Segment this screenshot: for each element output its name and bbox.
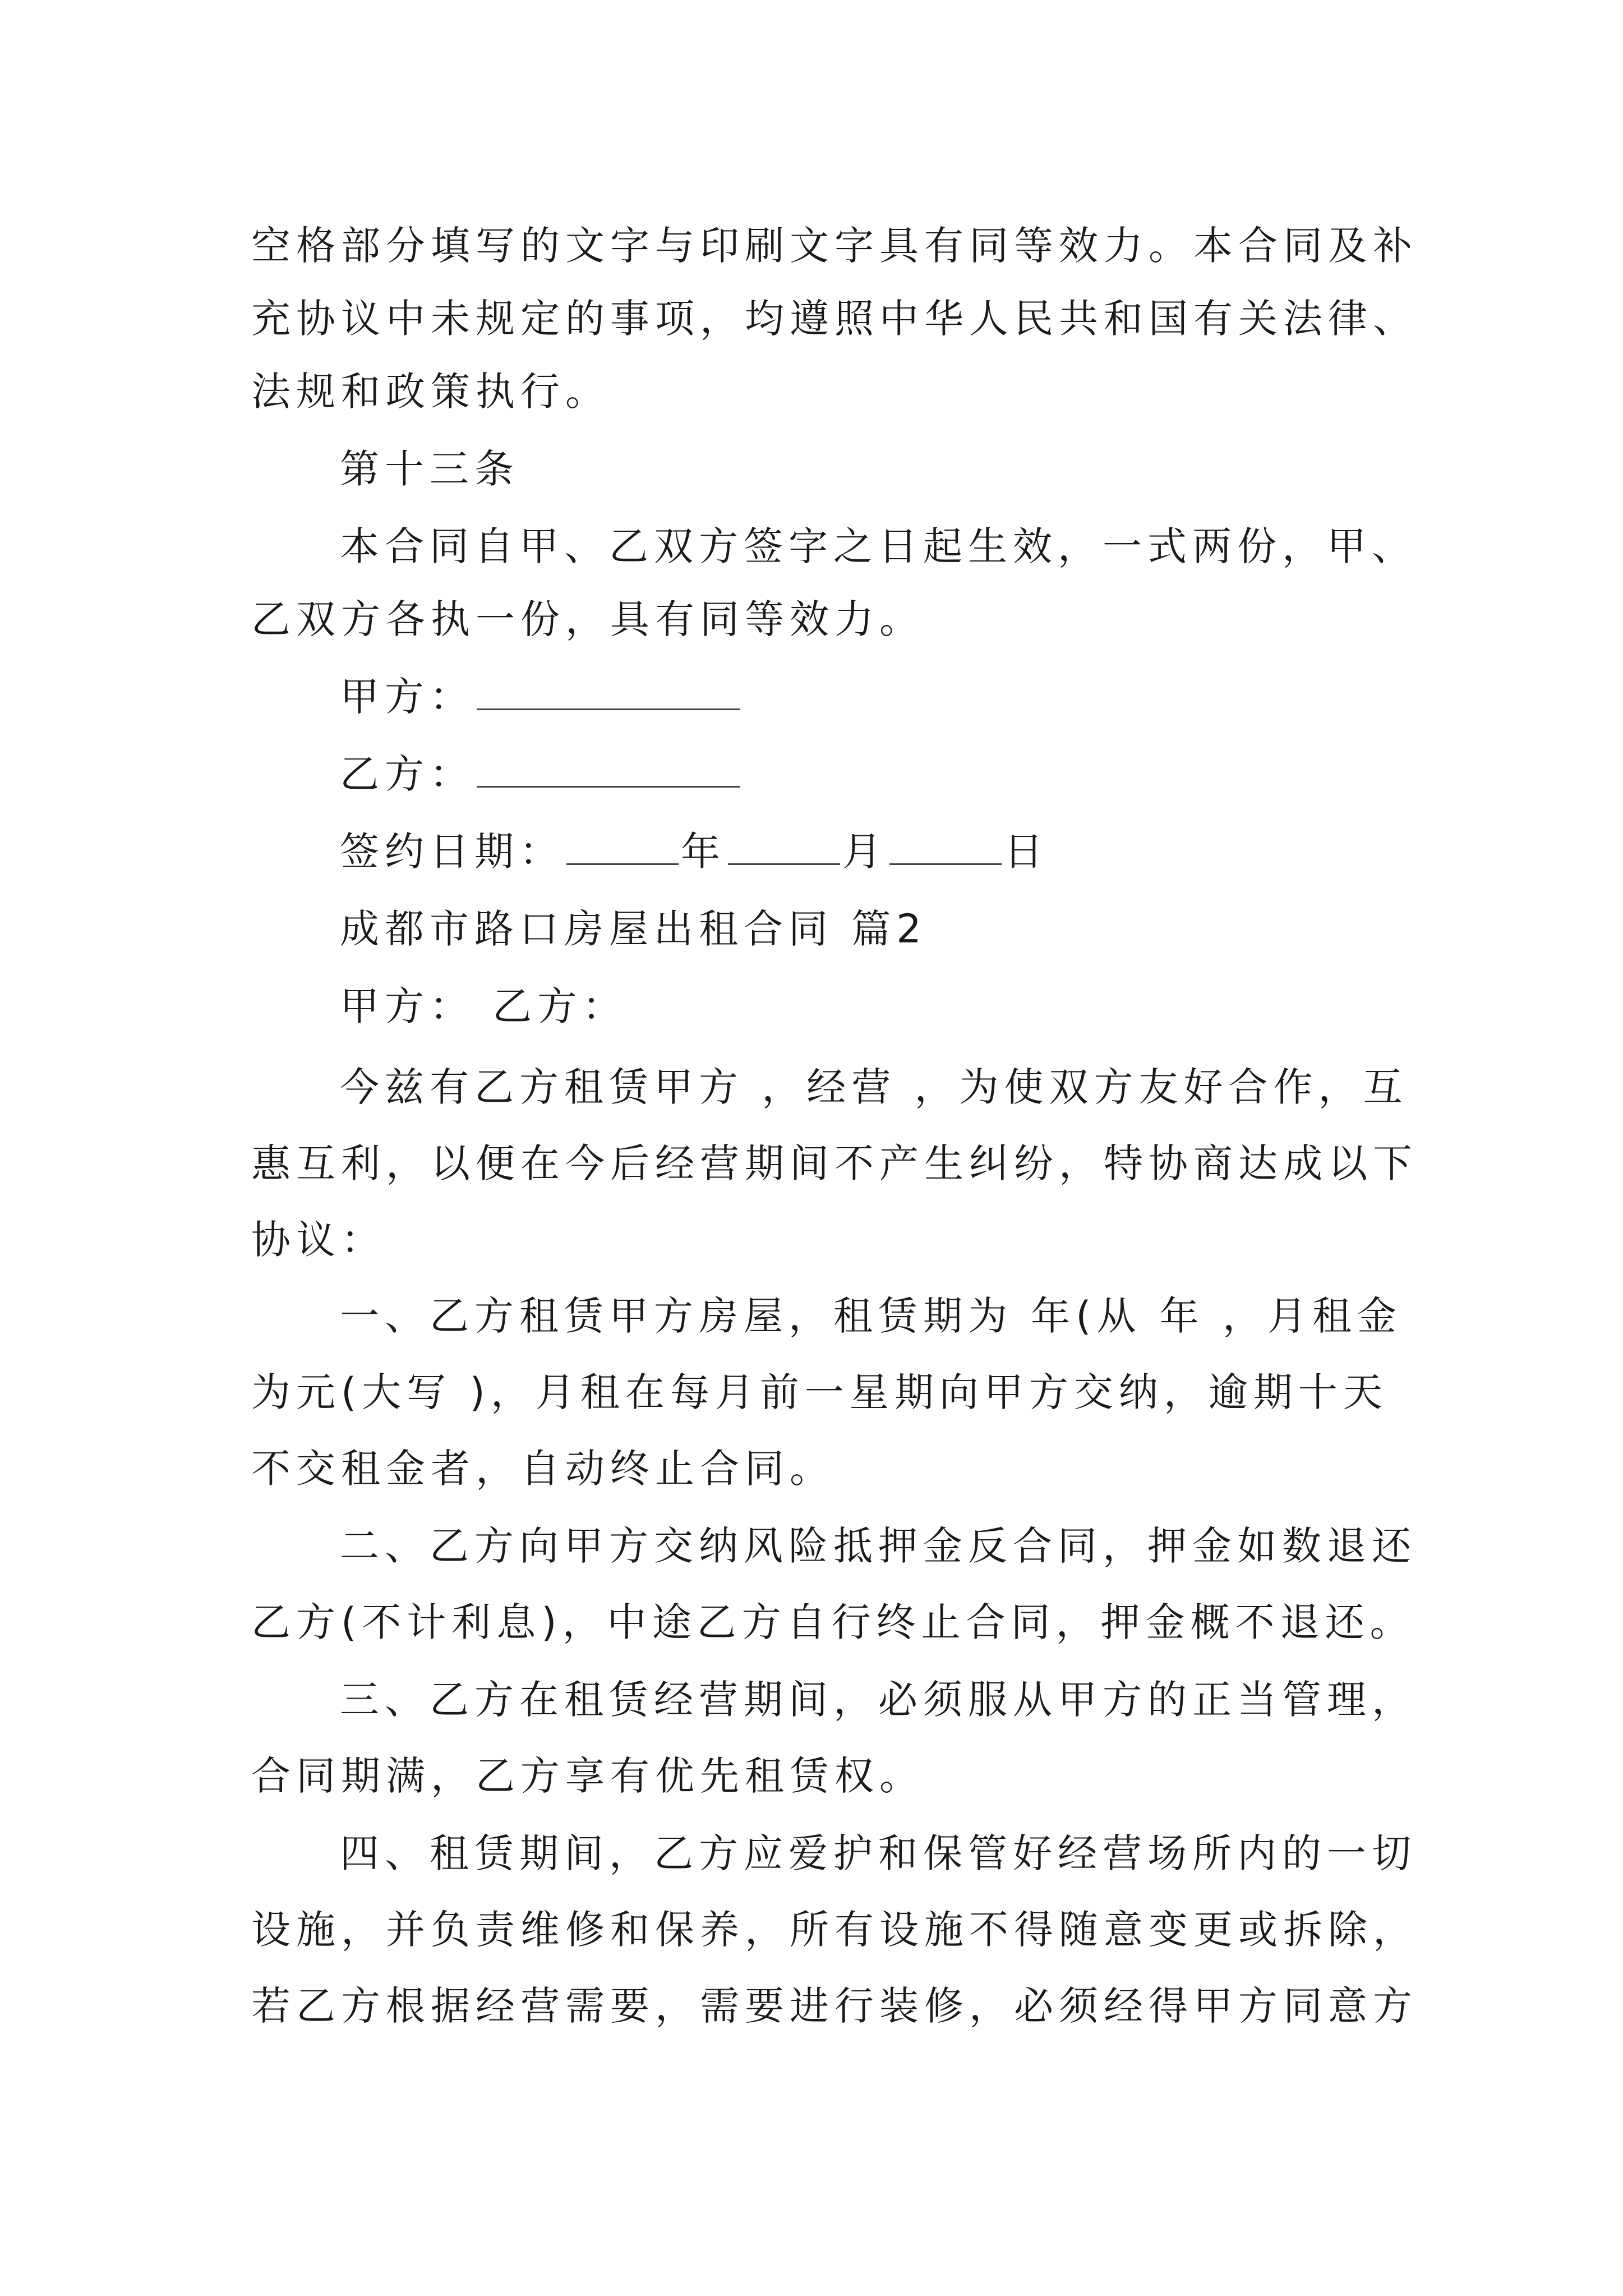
party-a-signature-line — [340, 669, 743, 725]
text-line: 协议： — [251, 1217, 386, 1263]
month-label: 月 — [842, 829, 887, 875]
text-line: 设施，并负责维修和保养，所有设施不得随意变更或拆除， — [251, 1907, 1418, 1953]
text-line: 一、乙方租赁甲方房屋，租赁期为 年(从 年 ，月租金 — [340, 1293, 1403, 1339]
text-line: 四、租赁期间，乙方应爱护和保管好经营场所内的一切 — [340, 1830, 1417, 1876]
text-line: 乙双方各执一份，具有同等效力。 — [251, 596, 924, 642]
text-line: 法规和政策执行。 — [251, 369, 610, 415]
article-heading: 第十三条 — [340, 446, 519, 492]
text-line: 惠互利，以便在今后经营期间不产生纠纷，特协商达成以下 — [251, 1140, 1418, 1186]
date-label: 签约日期： — [340, 829, 564, 875]
party-b-blank — [477, 751, 740, 788]
year-label: 年 — [681, 829, 726, 875]
section-title: 成都市路口房屋出租合同 篇2 — [340, 906, 927, 952]
text-line: 为元(大写 )，月租在每月前一星期向甲方交纳，逾期十天 — [251, 1369, 1388, 1415]
text-line: 三、乙方在租赁经营期间，必须服从甲方的正当管理， — [340, 1677, 1417, 1723]
sign-date-line — [340, 823, 1049, 880]
text-line: 空格部分填写的文字与印刷文字具有同等效力。本合同及补 — [251, 223, 1418, 269]
day-label: 日 — [1004, 829, 1049, 875]
party-b-label: 乙方： — [340, 751, 474, 797]
year-blank — [566, 829, 679, 865]
text-line: 今兹有乙方租赁甲方 ，经营 ，为使双方友好合作，互 — [340, 1064, 1408, 1110]
text-line: 乙方(不计利息)，中途乙方自行终止合同，押金概不退还。 — [251, 1599, 1415, 1645]
party-a-label: 甲方： — [340, 674, 474, 720]
text-line: 不交租金者，自动终止合同。 — [251, 1446, 834, 1492]
text-line: 充协议中未规定的事项，均遵照中华人民共和国有关法律、 — [251, 296, 1418, 342]
text-line: 二、乙方向甲方交纳风险抵押金反合同，押金如数退还 — [340, 1523, 1417, 1569]
party-b-signature-line — [340, 746, 743, 802]
month-blank — [728, 829, 840, 865]
text-line: 合同期满，乙方享有优先租赁权。 — [251, 1753, 924, 1799]
day-blank — [889, 829, 1002, 865]
text-line: 若乙方根据经营需要，需要进行装修，必须经得甲方同意方 — [251, 1983, 1418, 2029]
party-a-blank — [477, 674, 740, 710]
text-line: 本合同自甲、乙双方签字之日起生效，一式两份，甲、 — [340, 523, 1417, 569]
parties-line: 甲方： 乙方： — [340, 983, 628, 1029]
